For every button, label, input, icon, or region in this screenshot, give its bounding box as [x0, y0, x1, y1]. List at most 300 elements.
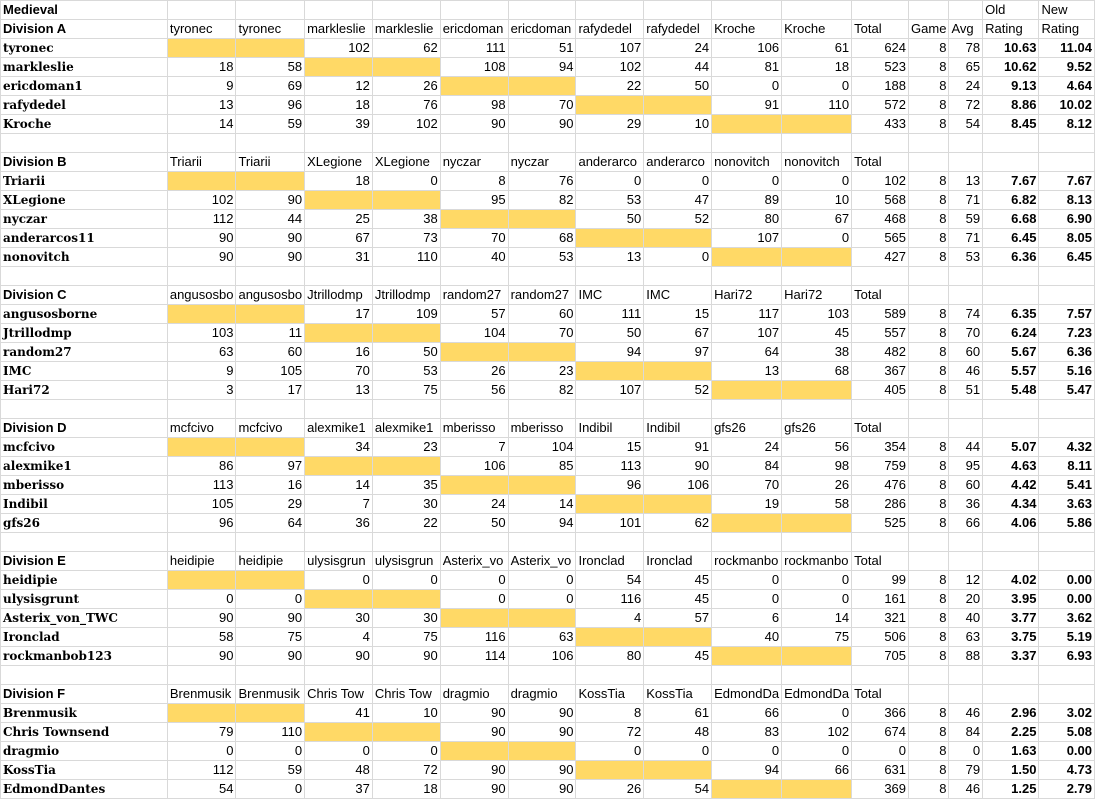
score-cell[interactable]: 104	[440, 324, 508, 343]
self-match-cell[interactable]	[305, 58, 373, 77]
score-cell[interactable]: 13	[576, 248, 644, 267]
old-rating-cell[interactable]: 1.63	[983, 742, 1039, 761]
score-cell[interactable]: 64	[236, 514, 305, 533]
opponent-header[interactable]: nyczar	[440, 153, 508, 172]
self-match-cell[interactable]	[305, 723, 373, 742]
player-name[interactable]: tyronec	[1, 39, 168, 58]
opponent-header[interactable]: KossTia	[576, 685, 644, 704]
opponent-header[interactable]: dragmio	[508, 685, 576, 704]
player-name[interactable]: dragmio	[1, 742, 168, 761]
score-cell[interactable]: 26	[440, 362, 508, 381]
player-name[interactable]: random27	[1, 343, 168, 362]
total-cell[interactable]: 759	[852, 457, 909, 476]
old-rating-cell[interactable]: 1.25	[983, 780, 1039, 799]
new-rating-cell[interactable]: 5.16	[1039, 362, 1095, 381]
score-cell[interactable]: 17	[236, 381, 305, 400]
score-cell[interactable]: 90	[440, 115, 508, 134]
avg-cell[interactable]: 44	[949, 438, 983, 457]
total-cell[interactable]: 506	[852, 628, 909, 647]
score-cell[interactable]: 107	[576, 39, 644, 58]
score-cell[interactable]: 83	[712, 723, 782, 742]
self-match-cell[interactable]	[508, 742, 576, 761]
score-cell[interactable]: 24	[644, 39, 712, 58]
opponent-header[interactable]: ulysisgrun	[305, 552, 373, 571]
player-name[interactable]: nonovitch	[1, 248, 168, 267]
old-rating-cell[interactable]: 6.45	[983, 229, 1039, 248]
self-match-cell[interactable]	[712, 115, 782, 134]
score-cell[interactable]: 0	[712, 77, 782, 96]
score-cell[interactable]: 52	[644, 210, 712, 229]
score-cell[interactable]: 44	[644, 58, 712, 77]
score-cell[interactable]: 90	[167, 248, 236, 267]
score-cell[interactable]: 45	[644, 571, 712, 590]
score-cell[interactable]: 117	[712, 305, 782, 324]
avg-cell[interactable]: 66	[949, 514, 983, 533]
score-cell[interactable]: 67	[305, 229, 373, 248]
self-match-cell[interactable]	[508, 343, 576, 362]
opponent-header[interactable]: Hari72	[712, 286, 782, 305]
self-match-cell[interactable]	[305, 457, 373, 476]
new-rating-cell[interactable]: 3.02	[1039, 704, 1095, 723]
score-cell[interactable]: 106	[508, 647, 576, 666]
games-cell[interactable]: 8	[909, 647, 949, 666]
old-rating-header-top[interactable]: Old	[983, 1, 1039, 20]
score-cell[interactable]: 90	[440, 761, 508, 780]
score-cell[interactable]: 11	[236, 324, 305, 343]
total-header[interactable]: Total	[852, 20, 909, 39]
score-cell[interactable]: 96	[167, 514, 236, 533]
score-cell[interactable]: 106	[712, 39, 782, 58]
opponent-header[interactable]: angusosbo	[167, 286, 236, 305]
division-name[interactable]: Division B	[1, 153, 168, 172]
total-cell[interactable]: 525	[852, 514, 909, 533]
score-cell[interactable]: 102	[372, 115, 440, 134]
player-name[interactable]: ulysisgrunt	[1, 590, 168, 609]
total-cell[interactable]: 476	[852, 476, 909, 495]
player-name[interactable]: nyczar	[1, 210, 168, 229]
score-cell[interactable]: 0	[440, 590, 508, 609]
score-cell[interactable]: 4	[305, 628, 373, 647]
opponent-header[interactable]: Ironclad	[576, 552, 644, 571]
total-cell[interactable]: 286	[852, 495, 909, 514]
opponent-header[interactable]: KossTia	[644, 685, 712, 704]
score-cell[interactable]: 10	[644, 115, 712, 134]
score-cell[interactable]: 116	[440, 628, 508, 647]
score-cell[interactable]: 107	[712, 229, 782, 248]
new-rating-cell[interactable]: 6.36	[1039, 343, 1095, 362]
score-cell[interactable]: 90	[236, 229, 305, 248]
games-cell[interactable]: 8	[909, 77, 949, 96]
opponent-header[interactable]: Jtrillodmp	[372, 286, 440, 305]
games-cell[interactable]: 8	[909, 495, 949, 514]
new-rating-cell[interactable]: 2.79	[1039, 780, 1095, 799]
self-match-cell[interactable]	[782, 780, 852, 799]
score-cell[interactable]: 91	[644, 438, 712, 457]
score-cell[interactable]: 31	[305, 248, 373, 267]
score-cell[interactable]: 59	[236, 761, 305, 780]
opponent-header[interactable]: Chris Tow	[372, 685, 440, 704]
avg-cell[interactable]: 71	[949, 229, 983, 248]
self-match-cell[interactable]	[712, 248, 782, 267]
opponent-header[interactable]: EdmondDa	[782, 685, 852, 704]
score-cell[interactable]: 76	[508, 172, 576, 191]
score-cell[interactable]: 40	[440, 248, 508, 267]
games-cell[interactable]: 8	[909, 476, 949, 495]
score-cell[interactable]: 0	[712, 590, 782, 609]
total-cell[interactable]: 366	[852, 704, 909, 723]
score-cell[interactable]: 97	[644, 343, 712, 362]
old-rating-header[interactable]: Rating	[983, 20, 1039, 39]
score-cell[interactable]: 89	[712, 191, 782, 210]
score-cell[interactable]: 51	[508, 39, 576, 58]
old-rating-cell[interactable]: 4.06	[983, 514, 1039, 533]
score-cell[interactable]: 7	[440, 438, 508, 457]
self-match-cell[interactable]	[508, 210, 576, 229]
player-name[interactable]: Jtrillodmp	[1, 324, 168, 343]
opponent-header[interactable]: heidipie	[167, 552, 236, 571]
opponent-header[interactable]: Triarii	[236, 153, 305, 172]
games-cell[interactable]: 8	[909, 761, 949, 780]
old-rating-cell[interactable]: 6.68	[983, 210, 1039, 229]
new-rating-cell[interactable]: 4.32	[1039, 438, 1095, 457]
score-cell[interactable]: 66	[712, 704, 782, 723]
new-rating-cell[interactable]: 5.41	[1039, 476, 1095, 495]
score-cell[interactable]: 70	[508, 96, 576, 115]
self-match-cell[interactable]	[440, 77, 508, 96]
new-rating-cell[interactable]: 6.93	[1039, 647, 1095, 666]
avg-cell[interactable]: 24	[949, 77, 983, 96]
total-cell[interactable]: 427	[852, 248, 909, 267]
total-cell[interactable]: 589	[852, 305, 909, 324]
games-cell[interactable]: 8	[909, 39, 949, 58]
opponent-header[interactable]: Indibil	[576, 419, 644, 438]
score-cell[interactable]: 0	[782, 742, 852, 761]
player-name[interactable]: Ironclad	[1, 628, 168, 647]
score-cell[interactable]: 0	[305, 571, 373, 590]
score-cell[interactable]: 62	[644, 514, 712, 533]
opponent-header[interactable]: Asterix_vo	[508, 552, 576, 571]
score-cell[interactable]: 13	[712, 362, 782, 381]
new-rating-cell[interactable]: 5.47	[1039, 381, 1095, 400]
self-match-cell[interactable]	[305, 191, 373, 210]
self-match-cell[interactable]	[782, 647, 852, 666]
score-cell[interactable]: 47	[644, 191, 712, 210]
opponent-header[interactable]: alexmike1	[372, 419, 440, 438]
self-match-cell[interactable]	[508, 609, 576, 628]
total-header[interactable]: Total	[852, 286, 909, 305]
avg-cell[interactable]: 60	[949, 343, 983, 362]
opponent-header[interactable]: nonovitch	[782, 153, 852, 172]
total-cell[interactable]: 523	[852, 58, 909, 77]
self-match-cell[interactable]	[712, 780, 782, 799]
opponent-header[interactable]: angusosbo	[236, 286, 305, 305]
score-cell[interactable]: 61	[782, 39, 852, 58]
score-cell[interactable]: 90	[508, 780, 576, 799]
score-cell[interactable]: 111	[440, 39, 508, 58]
old-rating-cell[interactable]: 5.48	[983, 381, 1039, 400]
player-name[interactable]: heidipie	[1, 571, 168, 590]
avg-cell[interactable]: 71	[949, 191, 983, 210]
self-match-cell[interactable]	[644, 761, 712, 780]
self-match-cell[interactable]	[167, 305, 236, 324]
score-cell[interactable]: 105	[236, 362, 305, 381]
new-rating-cell[interactable]: 8.05	[1039, 229, 1095, 248]
division-name[interactable]: Division D	[1, 419, 168, 438]
old-rating-cell[interactable]: 2.25	[983, 723, 1039, 742]
score-cell[interactable]: 111	[576, 305, 644, 324]
opponent-header[interactable]: ulysisgrun	[372, 552, 440, 571]
score-cell[interactable]: 12	[305, 77, 373, 96]
self-match-cell[interactable]	[305, 590, 373, 609]
self-match-cell[interactable]	[167, 571, 236, 590]
score-cell[interactable]: 113	[167, 476, 236, 495]
new-rating-header[interactable]: Rating	[1039, 20, 1095, 39]
score-cell[interactable]: 58	[167, 628, 236, 647]
score-cell[interactable]: 0	[712, 571, 782, 590]
opponent-header[interactable]: Kroche	[782, 20, 852, 39]
old-rating-cell[interactable]: 3.95	[983, 590, 1039, 609]
total-cell[interactable]: 565	[852, 229, 909, 248]
score-cell[interactable]: 91	[712, 96, 782, 115]
opponent-header[interactable]: heidipie	[236, 552, 305, 571]
score-cell[interactable]: 0	[236, 742, 305, 761]
score-cell[interactable]: 0	[644, 742, 712, 761]
avg-cell[interactable]: 79	[949, 761, 983, 780]
score-cell[interactable]: 90	[167, 609, 236, 628]
score-cell[interactable]: 103	[782, 305, 852, 324]
total-header[interactable]: Total	[852, 419, 909, 438]
division-name[interactable]: Division E	[1, 552, 168, 571]
avg-cell[interactable]: 70	[949, 324, 983, 343]
score-cell[interactable]: 18	[372, 780, 440, 799]
total-cell[interactable]: 161	[852, 590, 909, 609]
new-rating-cell[interactable]: 3.62	[1039, 609, 1095, 628]
avg-cell[interactable]: 95	[949, 457, 983, 476]
score-cell[interactable]: 15	[644, 305, 712, 324]
score-cell[interactable]: 56	[440, 381, 508, 400]
old-rating-cell[interactable]: 3.77	[983, 609, 1039, 628]
score-cell[interactable]: 22	[576, 77, 644, 96]
opponent-header[interactable]: Brenmusik	[167, 685, 236, 704]
self-match-cell[interactable]	[644, 362, 712, 381]
new-rating-cell[interactable]: 7.67	[1039, 172, 1095, 191]
score-cell[interactable]: 80	[712, 210, 782, 229]
opponent-header[interactable]: nyczar	[508, 153, 576, 172]
score-cell[interactable]: 30	[372, 495, 440, 514]
score-cell[interactable]: 103	[167, 324, 236, 343]
opponent-header[interactable]: ericdoman	[440, 20, 508, 39]
division-name[interactable]: Division C	[1, 286, 168, 305]
new-rating-cell[interactable]: 0.00	[1039, 742, 1095, 761]
score-cell[interactable]: 80	[576, 647, 644, 666]
score-cell[interactable]: 81	[712, 58, 782, 77]
opponent-header[interactable]: XLegione	[305, 153, 373, 172]
self-match-cell[interactable]	[372, 590, 440, 609]
score-cell[interactable]: 72	[372, 761, 440, 780]
score-cell[interactable]: 58	[782, 495, 852, 514]
score-cell[interactable]: 110	[236, 723, 305, 742]
score-cell[interactable]: 4	[576, 609, 644, 628]
total-cell[interactable]: 433	[852, 115, 909, 134]
score-cell[interactable]: 34	[305, 438, 373, 457]
score-cell[interactable]: 0	[167, 590, 236, 609]
opponent-header[interactable]: Brenmusik	[236, 685, 305, 704]
self-match-cell[interactable]	[782, 514, 852, 533]
score-cell[interactable]: 90	[508, 115, 576, 134]
opponent-header[interactable]: nonovitch	[712, 153, 782, 172]
score-cell[interactable]: 0	[712, 742, 782, 761]
score-cell[interactable]: 90	[236, 191, 305, 210]
opponent-header[interactable]: ericdoman	[508, 20, 576, 39]
score-cell[interactable]: 0	[508, 590, 576, 609]
opponent-header[interactable]: markleslie	[305, 20, 373, 39]
opponent-header[interactable]: IMC	[644, 286, 712, 305]
player-name[interactable]: markleslie	[1, 58, 168, 77]
opponent-header[interactable]: alexmike1	[305, 419, 373, 438]
avg-cell[interactable]: 0	[949, 742, 983, 761]
games-cell[interactable]: 8	[909, 438, 949, 457]
new-rating-header-top[interactable]: New	[1039, 1, 1095, 20]
old-rating-cell[interactable]: 4.34	[983, 495, 1039, 514]
score-cell[interactable]: 58	[236, 58, 305, 77]
opponent-header[interactable]: Chris Tow	[305, 685, 373, 704]
score-cell[interactable]: 110	[372, 248, 440, 267]
self-match-cell[interactable]	[236, 305, 305, 324]
self-match-cell[interactable]	[167, 39, 236, 58]
score-cell[interactable]: 15	[576, 438, 644, 457]
score-cell[interactable]: 0	[782, 229, 852, 248]
score-cell[interactable]: 60	[508, 305, 576, 324]
score-cell[interactable]: 6	[712, 609, 782, 628]
self-match-cell[interactable]	[372, 58, 440, 77]
score-cell[interactable]: 48	[644, 723, 712, 742]
score-cell[interactable]: 13	[167, 96, 236, 115]
old-rating-cell[interactable]: 5.57	[983, 362, 1039, 381]
score-cell[interactable]: 116	[576, 590, 644, 609]
score-cell[interactable]: 57	[440, 305, 508, 324]
score-cell[interactable]: 8	[440, 172, 508, 191]
player-name[interactable]: ericdoman1	[1, 77, 168, 96]
score-cell[interactable]: 94	[508, 514, 576, 533]
score-cell[interactable]: 50	[576, 210, 644, 229]
score-cell[interactable]: 90	[644, 457, 712, 476]
score-cell[interactable]: 82	[508, 381, 576, 400]
old-rating-cell[interactable]: 6.36	[983, 248, 1039, 267]
new-rating-cell[interactable]: 5.08	[1039, 723, 1095, 742]
new-rating-cell[interactable]: 11.04	[1039, 39, 1095, 58]
self-match-cell[interactable]	[372, 457, 440, 476]
opponent-header[interactable]: anderarco	[644, 153, 712, 172]
total-cell[interactable]: 631	[852, 761, 909, 780]
old-rating-cell[interactable]: 10.62	[983, 58, 1039, 77]
player-name[interactable]: EdmondDantes	[1, 780, 168, 799]
score-cell[interactable]: 95	[440, 191, 508, 210]
score-cell[interactable]: 75	[782, 628, 852, 647]
games-cell[interactable]: 8	[909, 780, 949, 799]
opponent-header[interactable]: XLegione	[372, 153, 440, 172]
old-rating-cell[interactable]: 2.96	[983, 704, 1039, 723]
score-cell[interactable]: 24	[440, 495, 508, 514]
score-cell[interactable]: 112	[167, 761, 236, 780]
avg-cell[interactable]: 36	[949, 495, 983, 514]
score-cell[interactable]: 90	[372, 647, 440, 666]
avg-cell[interactable]: 78	[949, 39, 983, 58]
avg-cell[interactable]: 84	[949, 723, 983, 742]
score-cell[interactable]: 70	[305, 362, 373, 381]
score-cell[interactable]: 14	[167, 115, 236, 134]
score-cell[interactable]: 0	[782, 172, 852, 191]
score-cell[interactable]: 26	[576, 780, 644, 799]
opponent-header[interactable]: mberisso	[508, 419, 576, 438]
player-name[interactable]: mberisso	[1, 476, 168, 495]
self-match-cell[interactable]	[236, 704, 305, 723]
new-rating-cell[interactable]: 7.57	[1039, 305, 1095, 324]
old-rating-cell[interactable]: 10.63	[983, 39, 1039, 58]
opponent-header[interactable]: rockmanbo	[712, 552, 782, 571]
old-rating-cell[interactable]: 7.67	[983, 172, 1039, 191]
score-cell[interactable]: 67	[644, 324, 712, 343]
score-cell[interactable]: 18	[782, 58, 852, 77]
opponent-header[interactable]: anderarco	[576, 153, 644, 172]
score-cell[interactable]: 69	[236, 77, 305, 96]
division-name[interactable]: Division F	[1, 685, 168, 704]
score-cell[interactable]: 0	[782, 704, 852, 723]
games-cell[interactable]: 8	[909, 628, 949, 647]
self-match-cell[interactable]	[782, 248, 852, 267]
score-cell[interactable]: 60	[236, 343, 305, 362]
score-cell[interactable]: 70	[712, 476, 782, 495]
score-cell[interactable]: 97	[236, 457, 305, 476]
games-cell[interactable]: 8	[909, 229, 949, 248]
score-cell[interactable]: 90	[305, 647, 373, 666]
self-match-cell[interactable]	[440, 609, 508, 628]
score-cell[interactable]: 75	[372, 381, 440, 400]
score-cell[interactable]: 37	[305, 780, 373, 799]
score-cell[interactable]: 54	[576, 571, 644, 590]
avg-cell[interactable]: 12	[949, 571, 983, 590]
games-cell[interactable]: 8	[909, 514, 949, 533]
score-cell[interactable]: 102	[782, 723, 852, 742]
score-cell[interactable]: 98	[440, 96, 508, 115]
score-cell[interactable]: 0	[372, 742, 440, 761]
score-cell[interactable]: 26	[782, 476, 852, 495]
score-cell[interactable]: 10	[782, 191, 852, 210]
score-cell[interactable]: 0	[372, 571, 440, 590]
new-rating-cell[interactable]: 4.73	[1039, 761, 1095, 780]
score-cell[interactable]: 50	[372, 343, 440, 362]
self-match-cell[interactable]	[576, 628, 644, 647]
score-cell[interactable]: 29	[576, 115, 644, 134]
opponent-header[interactable]: IMC	[576, 286, 644, 305]
score-cell[interactable]: 26	[372, 77, 440, 96]
games-cell[interactable]: 8	[909, 343, 949, 362]
score-cell[interactable]: 0	[167, 742, 236, 761]
score-cell[interactable]: 112	[167, 210, 236, 229]
score-cell[interactable]: 109	[372, 305, 440, 324]
new-rating-cell[interactable]: 4.64	[1039, 77, 1095, 96]
score-cell[interactable]: 53	[372, 362, 440, 381]
new-rating-cell[interactable]: 7.23	[1039, 324, 1095, 343]
player-name[interactable]: mcfcivo	[1, 438, 168, 457]
score-cell[interactable]: 30	[372, 609, 440, 628]
new-rating-cell[interactable]: 10.02	[1039, 96, 1095, 115]
games-cell[interactable]: 8	[909, 210, 949, 229]
score-cell[interactable]: 0	[576, 172, 644, 191]
score-cell[interactable]: 67	[782, 210, 852, 229]
score-cell[interactable]: 82	[508, 191, 576, 210]
total-cell[interactable]: 0	[852, 742, 909, 761]
self-match-cell[interactable]	[508, 476, 576, 495]
